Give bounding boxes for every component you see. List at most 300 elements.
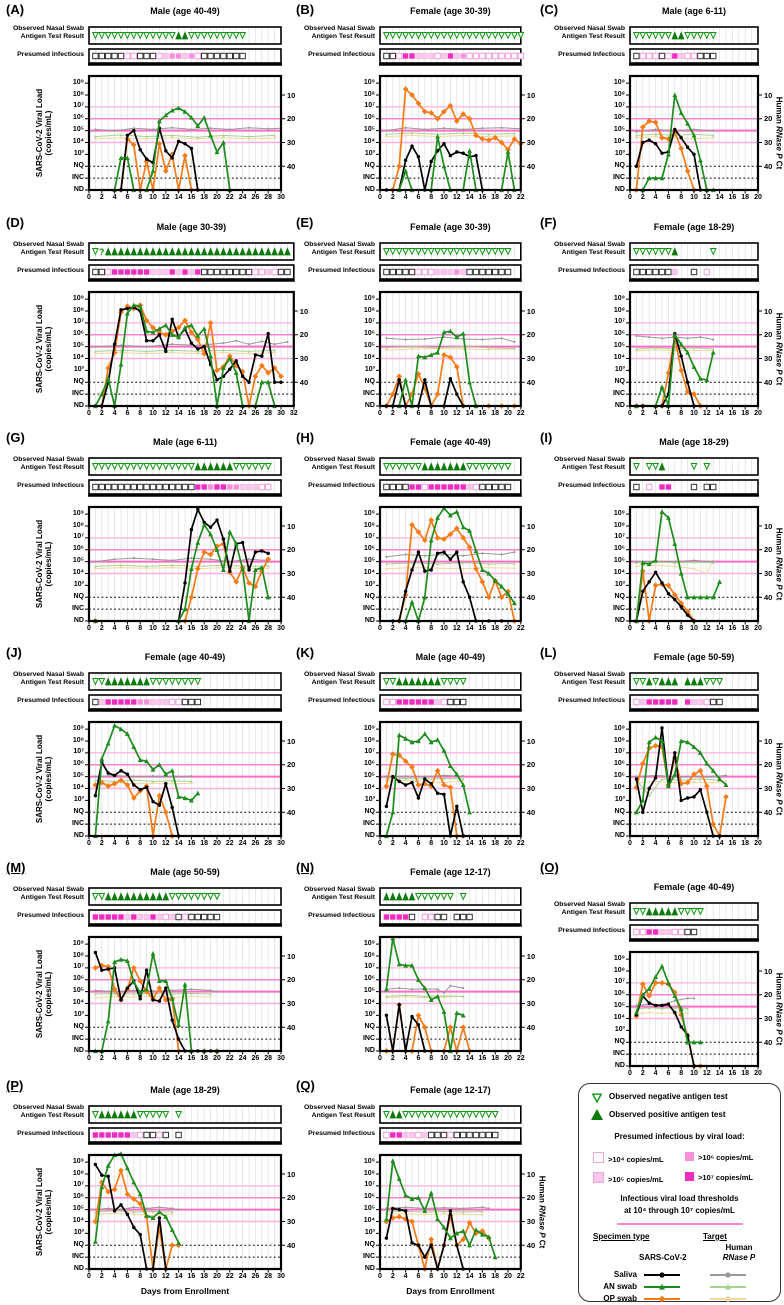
y-axis-tick: 10⁷ — [73, 748, 84, 756]
square-1e7-icon — [685, 1172, 694, 1181]
y-axis-tick: NQ — [364, 592, 375, 600]
y-axis-tick: 10⁵ — [72, 1205, 84, 1213]
legend-negative-label: Observed negative antigen test — [609, 1092, 728, 1101]
panel-letter: (G) — [6, 430, 25, 445]
x-axis-tick: 4 — [403, 194, 408, 201]
y-axis-tick: 10⁶ — [613, 760, 625, 768]
x-axis-tick: 0 — [378, 410, 382, 417]
panel-title: Male (age 40-49) — [415, 652, 486, 662]
x-axis-tick: 22 — [225, 625, 234, 632]
infectious-strip-label: Presumed Infectious — [308, 697, 375, 704]
y-axis-tick: 10⁷ — [364, 533, 375, 541]
y-axis-tick: 10⁷ — [364, 748, 375, 756]
antigen-strip-label: Observed Nasal Swab Antigen Test Result — [12, 25, 84, 40]
panel-letter: (H) — [296, 430, 315, 445]
x-axis-tick: 8 — [429, 625, 434, 632]
y-axis-tick: NQ — [364, 807, 375, 815]
x-axis-tick: 20 — [754, 410, 762, 417]
x-axis-tick: 20 — [213, 1055, 221, 1062]
panel-plot-svg — [89, 1103, 281, 1275]
y-axis-tick: 10⁷ — [364, 963, 375, 971]
x-axis-tick: 14 — [174, 625, 183, 632]
y-axis-tick: 10⁹ — [72, 724, 84, 732]
y-axis-tick: 10⁵ — [613, 772, 625, 780]
legend-human-header1: Human — [725, 1243, 753, 1252]
y-axis-tick: 10⁵ — [363, 1205, 375, 1213]
y-axis-tick: 10³ — [614, 149, 625, 157]
x-axis-tick: 0 — [628, 194, 632, 201]
legend-specimen-label: OP swab — [603, 1294, 637, 1303]
x-axis-tick: 2 — [99, 1273, 104, 1280]
infectious-strip-label: Presumed Infectious — [308, 1130, 375, 1137]
x-axis-tick: 12 — [161, 194, 170, 201]
x-axis-tick: 8 — [679, 410, 684, 417]
x-axis-tick: 20 — [504, 1273, 512, 1280]
y-axis-tick: 10⁴ — [363, 569, 375, 576]
y-axis-tick: 10⁴ — [72, 999, 84, 1006]
legend-line-sample-circle — [643, 1270, 681, 1280]
right-axis-tick: 20 — [299, 330, 309, 340]
right-axis-tick: 40 — [764, 592, 773, 602]
y-axis-tick: 10⁶ — [72, 545, 84, 553]
x-axis-tick: 10 — [440, 840, 448, 847]
right-axis-tick: 20 — [287, 114, 296, 124]
antigen-strip-label: Observed Nasal Swab Antigen Test Result — [12, 886, 84, 901]
x-axis-tick: 2 — [390, 625, 395, 632]
x-axis-tick: 20 — [754, 625, 762, 632]
y-axis-tick: 10⁷ — [73, 533, 84, 541]
y-axis-tick: 10⁹ — [72, 509, 84, 517]
y-axis-tick: 10⁹ — [363, 724, 375, 732]
y-axis-tick: 10⁹ — [72, 78, 84, 86]
y-axis-tick: 10⁸ — [72, 521, 84, 529]
y-axis-tick: 10³ — [73, 149, 84, 157]
antigen-strip-label: Observed Nasal Swab Antigen Test Result — [303, 1104, 375, 1119]
panel-letter: (K) — [296, 645, 315, 660]
right-axis-tick: 20 — [526, 975, 536, 985]
x-axis-tick: 2 — [390, 410, 395, 417]
y-axis-tick: 10⁶ — [72, 760, 84, 768]
y-axis-tick: 10⁹ — [613, 509, 625, 517]
legend-line-sample-diam — [643, 1294, 681, 1304]
right-axis-tick: 30 — [287, 999, 296, 1008]
y-axis-tick: 10⁸ — [72, 736, 84, 744]
y-axis-tick: 10⁴ — [72, 1217, 84, 1224]
y-axis-tick: ND — [73, 185, 84, 193]
legend-target-header: Target — [703, 1232, 727, 1241]
x-axis-tick: 20 — [504, 625, 512, 632]
x-axis-tick: 12 — [452, 625, 461, 632]
x-axis-tick: 18 — [741, 410, 750, 417]
right-axis-tick: 30 — [526, 569, 536, 578]
x-axis-tick: 4 — [112, 194, 117, 201]
x-axis-tick: 30 — [277, 1055, 285, 1062]
right-axis-tick: 40 — [287, 807, 296, 817]
y-axis-tick: 10³ — [364, 1228, 375, 1236]
y-axis-tick: 10⁵ — [72, 987, 84, 995]
panel-letter: (I) — [540, 430, 553, 445]
y-axis-tick: 10³ — [614, 365, 625, 373]
x-axis-tick: 12 — [702, 410, 711, 417]
y-axis-tick: INC — [71, 1252, 84, 1260]
right-axis-tick: 10 — [287, 1169, 296, 1179]
x-axis-tick: 16 — [478, 410, 487, 417]
panel-title: Female (age 18-29) — [653, 222, 735, 232]
y-axis-tick: ND — [614, 185, 625, 193]
right-axis-tick: 10 — [764, 736, 773, 746]
x-axis-tick: 22 — [516, 410, 525, 417]
right-axis-tick: 30 — [526, 354, 536, 363]
y-axis-tick: INC — [612, 173, 625, 181]
y-axis-title: SARS-CoV-2 Viral Load (copies/mL) — [35, 88, 53, 178]
x-axis-tick: 12 — [702, 1070, 711, 1077]
x-axis-tick: 12 — [452, 1055, 461, 1062]
x-axis-tick: 6 — [416, 410, 421, 417]
x-axis-tick: 2 — [99, 625, 104, 632]
y-axis-tick: 10⁶ — [72, 330, 84, 338]
infectious-strip-label: Presumed Infectious — [17, 267, 84, 274]
y-axis-tick: ND — [614, 831, 625, 839]
right-axis-title: Human RNase P Ct — [774, 312, 784, 386]
y-axis-tick: 10⁵ — [72, 342, 84, 350]
x-axis-tick: 30 — [277, 1273, 285, 1280]
x-axis-tick: 28 — [264, 625, 273, 632]
panel-plot-svg — [630, 24, 758, 196]
x-axis-tick: 4 — [653, 194, 658, 201]
y-axis-tick: NQ — [73, 1022, 84, 1030]
y-axis-tick: 10⁴ — [363, 999, 375, 1006]
x-axis-tick: 8 — [138, 1273, 143, 1280]
x-axis-tick: 14 — [465, 410, 474, 417]
right-axis-tick: 30 — [526, 999, 536, 1008]
right-axis-tick: 40 — [287, 1022, 296, 1032]
x-axis-tick: 8 — [138, 410, 143, 417]
y-axis-tick: 10⁷ — [364, 1181, 375, 1189]
x-axis-tick: 18 — [200, 840, 209, 847]
antigen-strip-label: Observed Nasal Swab Antigen Test Result — [12, 241, 84, 256]
right-axis-tick: 10 — [287, 736, 296, 746]
y-axis-tick: 10³ — [364, 149, 375, 157]
x-axis-tick: 14 — [715, 625, 724, 632]
negative-antigen-icon — [591, 1092, 603, 1104]
panel-title: Male (age 6-11) — [661, 6, 727, 16]
x-axis-tick: 2 — [390, 1273, 395, 1280]
legend-threshold-1e7: >10⁷ copies/mL — [685, 1172, 753, 1182]
y-axis-tick: 10⁴ — [363, 354, 375, 361]
x-axis-tick: 12 — [702, 840, 711, 847]
y-axis-tick: 10³ — [364, 365, 375, 373]
x-axis-tick: 14 — [465, 625, 474, 632]
x-axis-tick: 18 — [491, 194, 500, 201]
x-axis-tick: 8 — [138, 625, 143, 632]
x-axis-tick: 20 — [504, 194, 512, 201]
y-axis-tick: 10⁹ — [72, 1157, 84, 1165]
panel-title: Female (age 40-49) — [410, 437, 491, 447]
y-axis-tick: INC — [362, 819, 375, 827]
y-axis-tick: 10⁴ — [72, 569, 84, 576]
right-axis-tick: 30 — [287, 569, 296, 578]
y-axis-tick: ND — [364, 401, 375, 409]
x-axis-tick: 14 — [715, 194, 724, 201]
panel-title: Male (age 40-49) — [150, 6, 220, 16]
x-axis-tick: 0 — [378, 1055, 382, 1062]
panel-title: Female (age 30-39) — [410, 6, 491, 16]
panel-plot-svg — [630, 455, 758, 627]
y-axis-tick: NQ — [614, 1037, 625, 1045]
x-axis-tick: 2 — [390, 840, 395, 847]
right-axis-tick: 30 — [287, 1217, 296, 1226]
panel-letter: (J) — [6, 645, 22, 660]
antigen-strip-label: Observed Nasal Swab Antigen Test Result — [303, 671, 375, 686]
infectious-strip-label: Presumed Infectious — [558, 482, 625, 489]
right-axis-tick: 10 — [526, 736, 536, 746]
x-axis-tick: 10 — [440, 1273, 448, 1280]
y-axis-tick: ND — [364, 616, 375, 624]
right-axis-tick: 40 — [299, 377, 309, 387]
x-axis-tick: 24 — [238, 410, 247, 417]
y-axis-title: SARS-CoV-2 Viral Load (copies/mL) — [35, 1167, 53, 1257]
y-axis-tick: 10⁴ — [72, 354, 84, 361]
y-axis-tick: 10⁷ — [614, 533, 625, 541]
y-axis-tick: 10⁵ — [613, 557, 625, 565]
y-axis-tick: 10⁴ — [363, 138, 375, 145]
x-axis-tick: 4 — [403, 840, 408, 847]
panel-letter: (B) — [296, 2, 315, 17]
y-axis-tick: 10⁴ — [613, 1014, 625, 1021]
x-axis-tick: 0 — [628, 410, 632, 417]
y-axis-tick: 10⁸ — [363, 951, 375, 959]
legend-line-sample-circle — [709, 1270, 747, 1280]
infectious-strip-label: Presumed Infectious — [558, 267, 625, 274]
x-axis-tick: 16 — [187, 1273, 196, 1280]
x-axis-tick: 28 — [264, 410, 273, 417]
y-axis-tick: 10⁵ — [72, 557, 84, 565]
x-axis-tick: 16 — [478, 194, 487, 201]
x-axis-tick: 6 — [416, 1055, 421, 1062]
y-axis-tick: ND — [614, 401, 625, 409]
x-axis-tick: 14 — [174, 840, 183, 847]
x-axis-tick: 0 — [378, 625, 382, 632]
right-axis-tick: 30 — [287, 784, 296, 793]
x-axis-tick: 4 — [112, 1055, 117, 1062]
right-axis-title: Human RNase P Ct — [774, 972, 784, 1046]
antigen-strip-label: Observed Nasal Swab Antigen Test Result — [303, 886, 375, 901]
y-axis-tick: INC — [71, 604, 84, 612]
right-axis-tick: 40 — [287, 161, 296, 171]
legend-positive-label: Observed positive antigen test — [609, 1110, 726, 1119]
y-axis-tick: 10⁵ — [363, 126, 375, 134]
right-axis-tick: 20 — [526, 760, 536, 770]
y-axis-tick: 10⁹ — [363, 509, 375, 517]
y-axis-tick: 10⁴ — [613, 138, 625, 145]
y-axis-tick: 10⁴ — [363, 784, 375, 791]
legend-specimen-header: Specimen type — [593, 1232, 650, 1241]
right-axis-tick: 20 — [764, 114, 773, 124]
x-axis-tick: 14 — [174, 1055, 183, 1062]
legend-specimen-label: AN swab — [603, 1282, 637, 1291]
y-axis-tick: 10³ — [73, 795, 84, 803]
x-axis-tick: 16 — [187, 840, 196, 847]
y-axis-tick: ND — [73, 616, 84, 624]
x-axis-tick: 10 — [690, 840, 698, 847]
y-axis-tick: 10⁷ — [364, 102, 375, 110]
infectious-strip-label: Presumed Infectious — [308, 267, 375, 274]
x-axis-tick: 32 — [289, 410, 298, 417]
infectious-strip-label: Presumed Infectious — [17, 697, 84, 704]
x-axis-tick: 6 — [666, 1070, 671, 1077]
x-axis-tick: 12 — [452, 410, 461, 417]
x-axis-tick: 26 — [251, 840, 260, 847]
x-axis-tick: 16 — [187, 410, 196, 417]
x-axis-tick: 18 — [741, 194, 750, 201]
y-axis-tick: 10³ — [73, 365, 84, 373]
x-axis-tick: 2 — [99, 410, 104, 417]
x-axis-tick: 0 — [87, 1273, 91, 1280]
x-axis-tick: 18 — [200, 1273, 209, 1280]
x-axis-tick: 4 — [653, 1070, 658, 1077]
x-axis-tick: 12 — [452, 840, 461, 847]
y-axis-tick: 10⁵ — [363, 772, 375, 780]
y-axis-tick: ND — [73, 1046, 84, 1054]
x-axis-tick: 4 — [653, 840, 658, 847]
x-axis-tick: 20 — [213, 410, 221, 417]
y-axis-tick: 10⁸ — [363, 1169, 375, 1177]
infectious-strip-label: Presumed Infectious — [308, 912, 375, 919]
right-axis-tick: 30 — [764, 784, 773, 793]
x-axis-tick: 18 — [491, 625, 500, 632]
panel-title: Female (age 40-49) — [653, 882, 735, 892]
y-axis-tick: NQ — [614, 807, 625, 815]
right-axis-tick: 10 — [526, 521, 536, 531]
x-axis-tick: 8 — [138, 1055, 143, 1062]
right-axis-tick: 40 — [526, 1240, 536, 1250]
y-axis-tick: 10³ — [364, 580, 375, 588]
panel-title: Male (age 18-29) — [150, 1085, 220, 1095]
antigen-strip-label: Observed Nasal Swab Antigen Test Result — [12, 456, 84, 471]
y-axis-tick: 10⁷ — [73, 1181, 84, 1189]
y-axis-tick: NQ — [364, 377, 375, 385]
y-axis-tick: NQ — [614, 592, 625, 600]
y-axis-tick: 10³ — [364, 1010, 375, 1018]
right-axis-tick: 10 — [764, 90, 773, 100]
right-axis-tick: 10 — [764, 521, 773, 531]
y-axis-tick: INC — [612, 819, 625, 827]
x-axis-tick: 10 — [149, 1273, 157, 1280]
x-axis-title: Days from Enrollment — [406, 1286, 495, 1296]
right-axis-tick: 20 — [764, 545, 773, 555]
x-axis-tick: 0 — [378, 194, 382, 201]
x-axis-tick: 6 — [666, 410, 671, 417]
y-axis-tick: 10⁶ — [363, 975, 375, 983]
right-axis-tick: 30 — [764, 354, 773, 363]
y-axis-tick: 10³ — [614, 1025, 625, 1033]
x-axis-tick: 6 — [125, 410, 130, 417]
x-axis-tick: 10 — [149, 1055, 157, 1062]
x-axis-tick: 10 — [690, 410, 698, 417]
panel-letter: (D) — [6, 215, 25, 230]
x-axis-tick: 20 — [504, 1055, 512, 1062]
y-axis-tick: 10⁶ — [363, 1193, 375, 1201]
square-1e6-icon — [685, 1152, 694, 1161]
x-axis-tick: 22 — [225, 194, 234, 201]
x-axis-tick: 0 — [87, 410, 91, 417]
y-axis-tick: NQ — [364, 1022, 375, 1030]
x-axis-tick: 18 — [200, 625, 209, 632]
y-axis-tick: 10⁷ — [73, 102, 84, 110]
right-axis-tick: 20 — [764, 760, 773, 770]
y-axis-tick: 10⁸ — [613, 966, 625, 974]
x-axis-tick: 2 — [640, 194, 645, 201]
x-axis-tick: 24 — [238, 1055, 247, 1062]
right-axis-title: Human RNase P Ct — [774, 96, 784, 170]
x-axis-tick: 12 — [161, 840, 170, 847]
legend-specimen-label: Saliva — [613, 1270, 637, 1279]
x-axis-tick: 2 — [640, 1070, 645, 1077]
x-axis-tick: 26 — [251, 625, 260, 632]
right-axis-tick: 40 — [526, 377, 536, 387]
x-axis-tick: 16 — [728, 1070, 737, 1077]
right-axis-tick: 10 — [287, 521, 296, 531]
x-axis-tick: 10 — [440, 410, 448, 417]
x-axis-tick: 6 — [416, 1273, 421, 1280]
right-axis-tick: 20 — [764, 990, 773, 1000]
right-axis-tick: 40 — [764, 377, 773, 387]
y-axis-tick: 10⁶ — [72, 975, 84, 983]
x-axis-tick: 30 — [277, 194, 285, 201]
panel-plot-svg — [380, 240, 521, 412]
y-axis-tick: 10⁶ — [613, 990, 625, 998]
y-axis-tick: INC — [362, 1034, 375, 1042]
x-axis-tick: 26 — [251, 410, 260, 417]
legend-line-sample-tri — [643, 1282, 681, 1292]
y-axis-tick: ND — [73, 401, 84, 409]
infectious-strip-label: Presumed Infectious — [558, 927, 625, 934]
y-axis-tick: INC — [71, 1034, 84, 1042]
x-axis-tick: 4 — [112, 1273, 117, 1280]
infectious-strip-label: Presumed Infectious — [558, 697, 625, 704]
x-axis-tick: 8 — [679, 194, 684, 201]
y-axis-tick: 10⁶ — [363, 114, 375, 122]
x-axis-tick: 6 — [125, 1273, 130, 1280]
x-axis-tick: 22 — [516, 625, 525, 632]
x-axis-tick: 2 — [640, 625, 645, 632]
x-axis-tick: 16 — [478, 1273, 487, 1280]
panel-letter: (Q) — [296, 1078, 315, 1093]
y-axis-tick: 10⁴ — [613, 784, 625, 791]
y-axis-tick: 10⁴ — [613, 569, 625, 576]
y-axis-tick: 10⁹ — [613, 294, 625, 302]
right-axis-tick: 10 — [764, 966, 773, 976]
right-axis-tick: 10 — [299, 306, 309, 316]
x-axis-tick: 28 — [264, 1055, 273, 1062]
x-axis-tick: 20 — [754, 840, 762, 847]
y-axis-tick: ND — [364, 831, 375, 839]
right-axis-tick: 10 — [287, 951, 296, 961]
y-axis-tick: 10³ — [614, 795, 625, 803]
x-axis-tick: 4 — [112, 625, 117, 632]
infectious-strip-label: Presumed Infectious — [17, 51, 84, 58]
x-axis-tick: 12 — [702, 194, 711, 201]
right-axis-tick: 30 — [299, 354, 309, 363]
y-axis-tick: 10⁸ — [613, 521, 625, 529]
panel-plot-svg — [89, 240, 294, 412]
y-axis-tick: 10⁸ — [72, 1169, 84, 1177]
x-axis-tick: 14 — [715, 410, 724, 417]
antigen-strip-label: Observed Nasal Swab Antigen Test Result — [303, 456, 375, 471]
x-axis-tick: 10 — [149, 410, 157, 417]
x-axis-tick: 4 — [112, 840, 117, 847]
x-axis-tick: 14 — [715, 1070, 724, 1077]
